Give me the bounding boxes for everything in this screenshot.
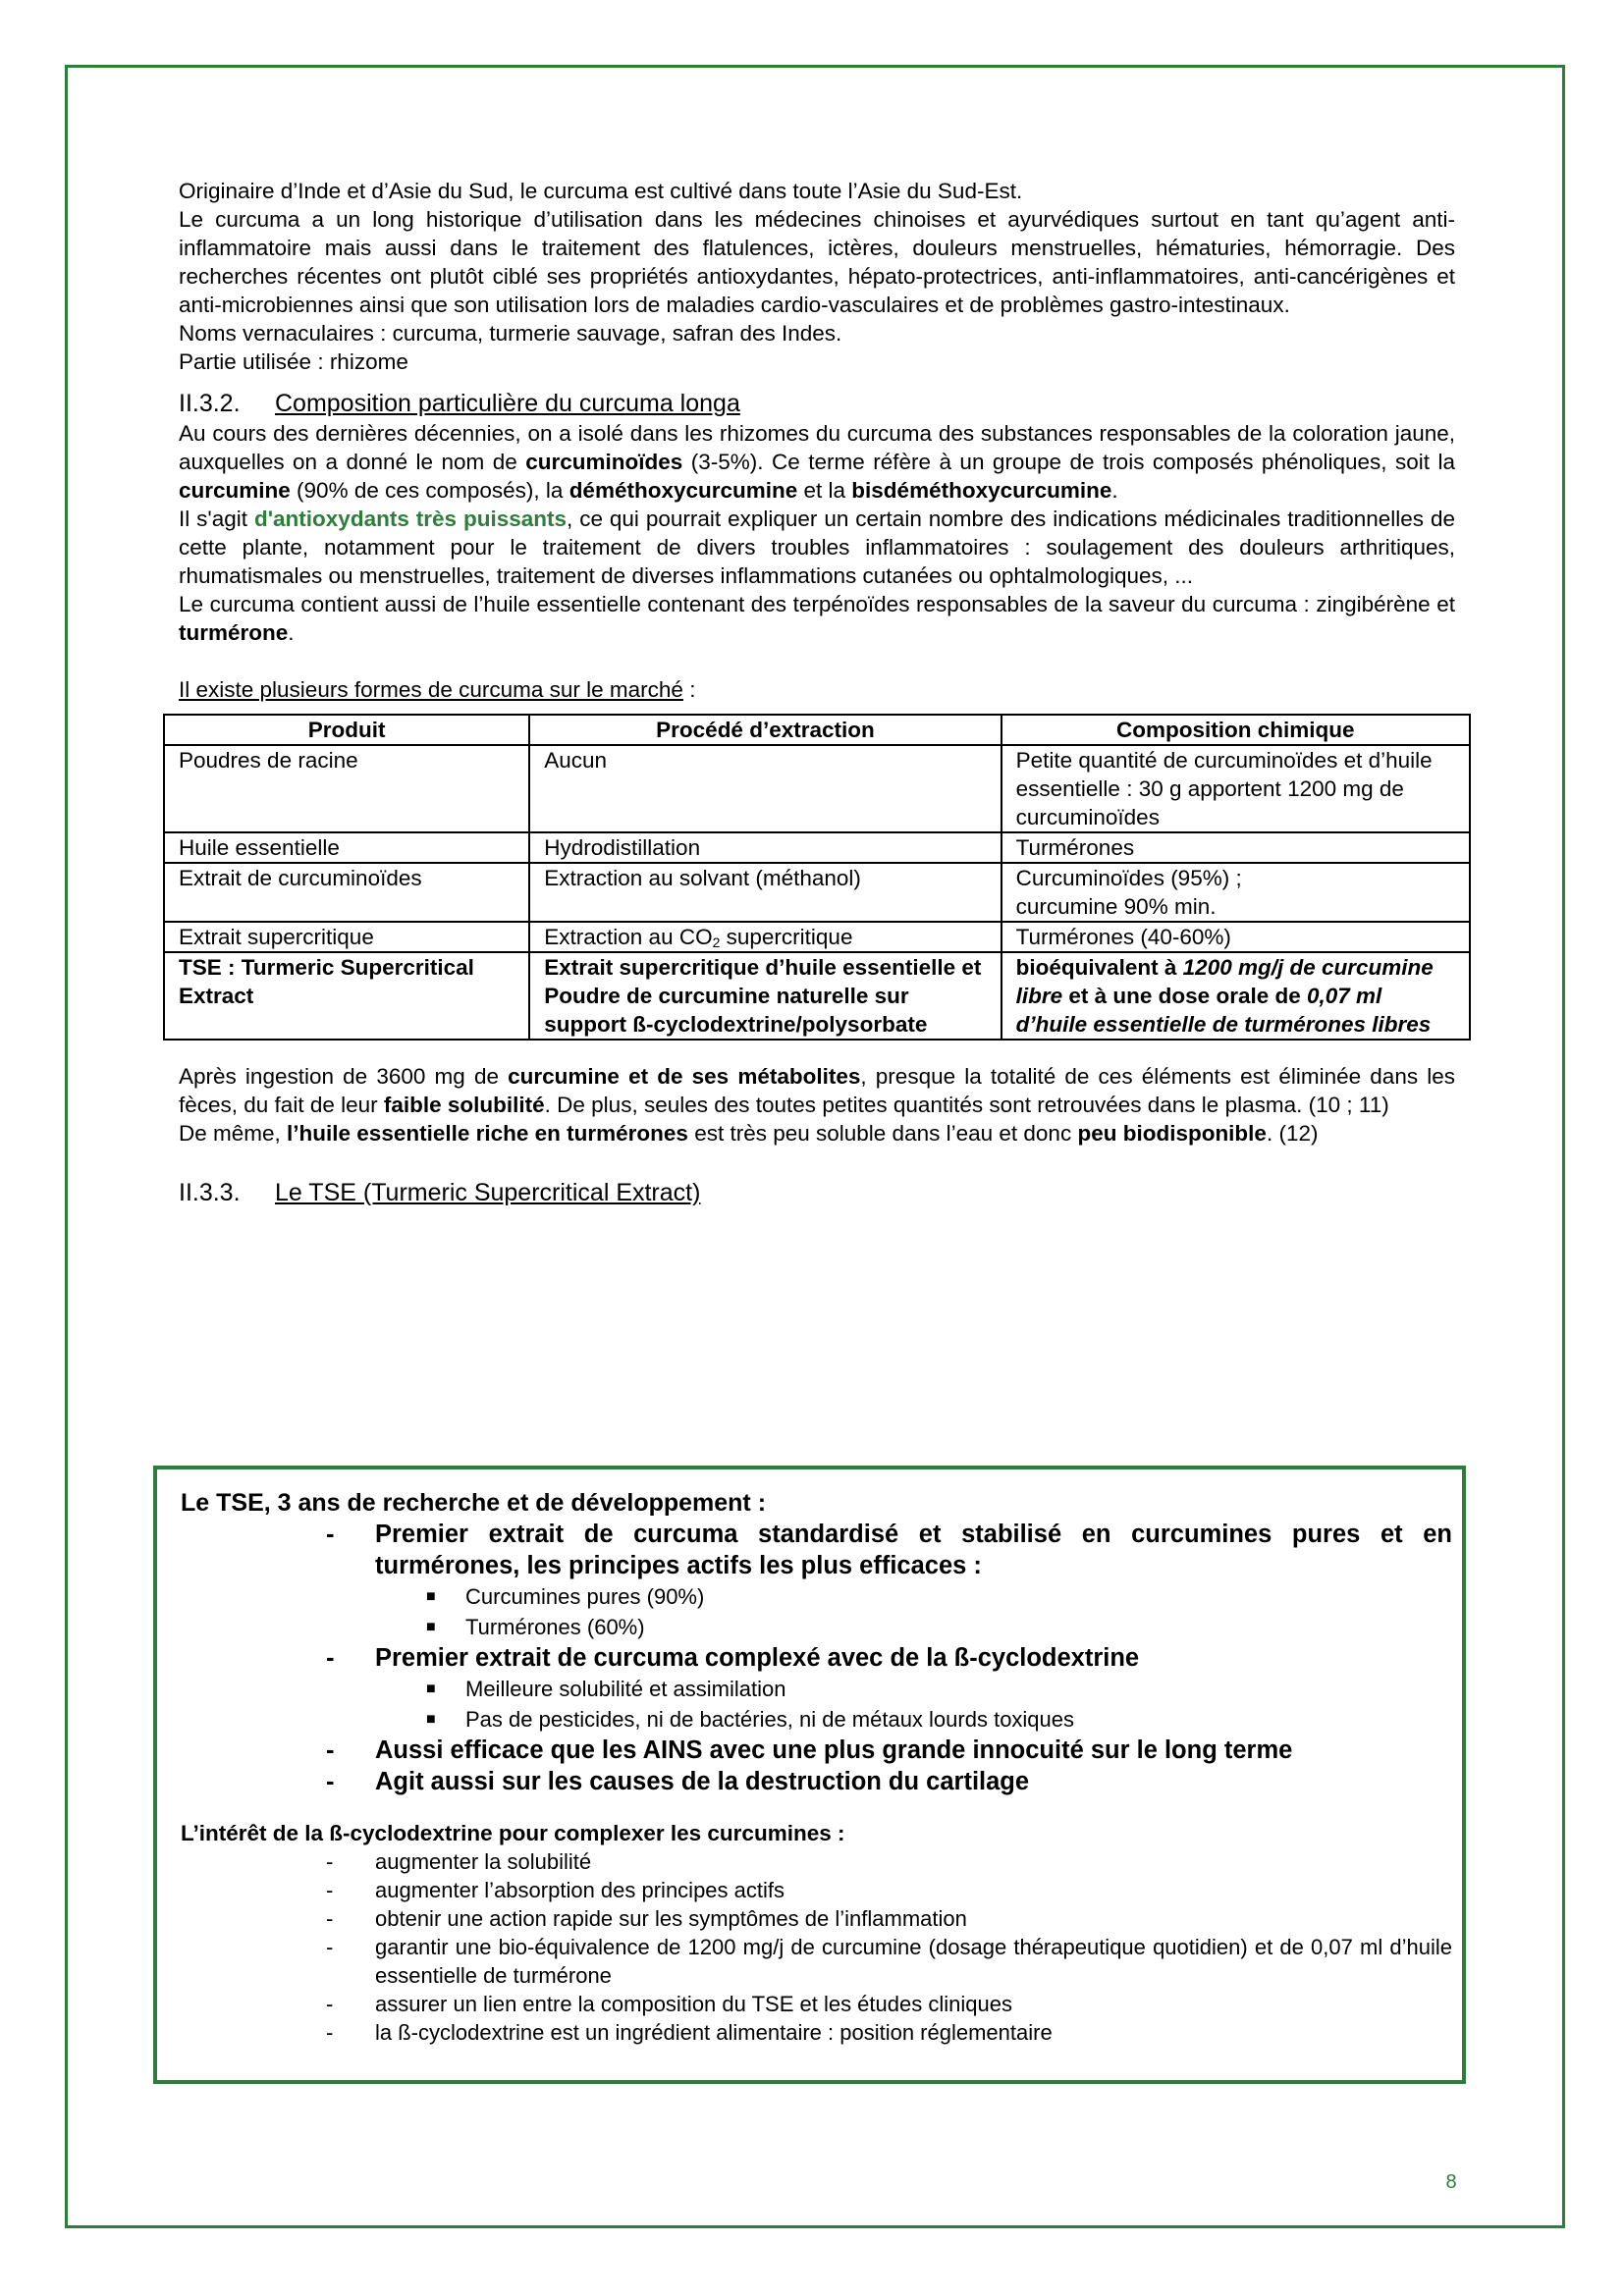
cell-text: et à une dose orale de <box>1062 984 1307 1008</box>
table-cell: Aucun <box>529 745 1001 832</box>
bioavailability-paragraph <box>179 1119 1455 1148</box>
table-cell: Extrait supercritique <box>164 922 529 952</box>
box-subpoint <box>181 1581 1462 1612</box>
text-run: . (12) <box>1266 1121 1319 1146</box>
text-run: (3-5%). Ce terme réfère à un groupe de trois composés phénoliques, soit la <box>682 450 1455 474</box>
box-subpoint <box>181 1612 1462 1642</box>
text-run: , presque la totalité de ces éléments est éliminée dans les fèces, du fait de leur <box>179 1064 1455 1117</box>
text-run: Le curcuma contient aussi de l’huile essentielle contenant des terpénoïdes responsables de la saveur du curcuma : zingibérène et <box>179 592 1455 616</box>
section-number: II.3.2. <box>179 390 241 417</box>
page-content <box>179 177 1455 1208</box>
cell-text: supercritique <box>720 925 853 949</box>
table-cell <box>1001 863 1470 922</box>
intro-origin: Originaire d’Inde et d’Asie du Sud, le curcuma est cultivé dans toute l’Asie du Sud-Est. <box>179 179 1023 203</box>
box-list-text: assurer un lien entre la composition du TSE et les études cliniques <box>375 1992 1012 2016</box>
page-number: 8 <box>1445 2171 1457 2193</box>
text-run: . <box>288 620 295 645</box>
ingestion-paragraph <box>179 1062 1455 1119</box>
table-cell: Extrait supercritique d’huile essentielle et Poudre de curcumine naturelle sur support ß-cyclodextrine/polysorbate <box>529 952 1001 1040</box>
cell-text: Extraction au CO <box>544 925 713 949</box>
dash-bullet: - <box>326 1935 334 1959</box>
table-header-row <box>164 715 1470 745</box>
table-cell: Turmérones (40-60%) <box>1001 922 1470 952</box>
box-subpoint-text: Turmérones (60%) <box>465 1615 645 1639</box>
table-row <box>164 922 1470 952</box>
section-title: Composition particulière du curcuma longa <box>275 390 740 417</box>
square-bullet-icon: ■ <box>426 1619 436 1635</box>
box-list-text: obtenir une action rapide sur les symptômes de l’inflammation <box>375 1906 967 1931</box>
intro-history: Le curcuma a un long historique d’utilisation dans les médecines chinoises et ayurvédiques surtout en tant qu’agent anti-inflammatoire mais aussi dans le traitement des flatulences, ictères, douleurs menstruelles, hématuries, hémorragie. Des recherches récentes ont plutôt ciblé ses propriétés antioxydantes, hépato-protectrices, anti-inflammatoires, anti-cancérigènes et anti-microbiennes ainsi que son utilisation lors de maladies cardio-vasculaires et de problèmes gastro-intestinaux. <box>179 207 1455 317</box>
table-cell: TSE : Turmeric Supercritical Extract <box>164 952 529 1040</box>
box-list-item <box>181 2018 1462 2047</box>
cell-line: Curcuminoïdes (95%) ; <box>1015 866 1242 890</box>
forms-intro-underlined: Il existe plusieurs formes de curcuma sur le marché <box>179 677 683 702</box>
antioxidant-paragraph <box>179 505 1455 590</box>
text-run: Après ingestion de 3600 mg de <box>179 1064 509 1089</box>
text-run: , ce qui pourrait expliquer un certain nombre des indications médicinales traditionnelles de cette plante, notamment pour le traitement de divers troubles inflammatoires : soulagement des douleurs arthritiques, rhumatismales ou menstruelles, traitement de diverses inflammations cutanées ou ophtalmologiques, ... <box>179 507 1456 588</box>
cell-text-italic: 1200 mg/j de curcumine libre <box>1015 955 1434 1008</box>
text-run: Il s'agit <box>179 507 254 531</box>
highlight-antioxidants: d'antioxydants très puissants <box>253 507 568 531</box>
dash-bullet: - <box>326 1768 335 1795</box>
dash-bullet: - <box>326 1644 335 1672</box>
table-cell: Huile essentielle <box>164 832 529 863</box>
section-heading-233 <box>179 1177 1455 1208</box>
box-subpoint-text: Curcumines pures (90%) <box>465 1584 705 1609</box>
table-cell: Petite quantité de curcuminoïdes et d’huile essentielle : 30 g apportent 1200 mg de curcuminoïdes <box>1001 745 1470 832</box>
table-row <box>164 832 1470 863</box>
box-subtitle: L’intérêt de la ß-cyclodextrine pour complexer les curcumines : <box>181 1821 845 1845</box>
text-run: De même, <box>179 1121 288 1146</box>
box-subpoint-text: Meilleure solubilité et assimilation <box>465 1677 786 1701</box>
subscript: 2 <box>712 934 721 950</box>
composition-paragraph <box>179 419 1455 505</box>
table-header: Composition chimique <box>1001 715 1470 745</box>
text-run: est très peu soluble dans l’eau et donc <box>687 1121 1078 1146</box>
term-demethoxycurcumine: déméthoxycurcumine <box>568 478 798 503</box>
box-list-text: la ß-cyclodextrine est un ingrédient alimentaire : position réglementaire <box>375 2020 1053 2045</box>
box-list-item <box>181 1876 1462 1904</box>
box-list-text: augmenter la solubilité <box>375 1849 592 1874</box>
table-row <box>164 952 1470 1040</box>
text-run: . <box>1111 478 1118 503</box>
table-cell: Hydrodistillation <box>529 832 1001 863</box>
box-point <box>181 1519 1462 1581</box>
cell-text-italic: 0,07 ml d’huile essentielle de turmérones libres <box>1015 984 1432 1037</box>
dash-bullet: - <box>326 1736 335 1764</box>
text-run: (90% de ces composés), la <box>290 478 569 503</box>
box-point <box>181 1642 1462 1674</box>
dash-bullet: - <box>326 1849 334 1874</box>
box-list-text: augmenter l’absorption des principes actifs <box>375 1878 785 1902</box>
box-subpoint-text: Pas de pesticides, ni de bactéries, ni de métaux lourds toxiques <box>465 1707 1075 1732</box>
table-row <box>164 863 1470 922</box>
bold-run: peu biodisponible <box>1077 1121 1267 1146</box>
table-header: Produit <box>164 715 529 745</box>
intro-vernacular-names: Noms vernaculaires : curcuma, turmerie sauvage, safran des Indes. <box>179 321 842 346</box>
table-cell <box>529 922 1001 952</box>
square-bullet-icon: ■ <box>426 1588 436 1605</box>
dash-bullet: - <box>326 1992 334 2016</box>
term-curcuminoides: curcuminoïdes <box>525 450 683 474</box>
bold-run: curcumine et de ses métabolites <box>508 1064 861 1089</box>
square-bullet-icon: ■ <box>426 1681 436 1697</box>
curcuma-forms-table <box>163 714 1471 1041</box>
table-row <box>164 745 1470 832</box>
section-heading-232 <box>179 388 1455 419</box>
text-run: Au cours des dernières décennies, on a isolé dans les rhizomes du curcuma des substances responsables de la coloration jaune, auxquelles on a donné le nom de <box>179 421 1455 474</box>
table-cell: Poudres de racine <box>164 745 529 832</box>
term-curcumine: curcumine <box>179 478 291 503</box>
box-subpoint <box>181 1674 1462 1704</box>
square-bullet-icon: ■ <box>426 1711 436 1728</box>
term-bisdemethoxycurcumine: bisdéméthoxycurcumine <box>851 478 1112 503</box>
table-cell: Turmérones <box>1001 832 1470 863</box>
box-point-text: Aussi efficace que les AINS avec une plus grande innocuité sur le long terme <box>375 1736 1293 1764</box>
box-list-item <box>181 1933 1462 1990</box>
box-point-text: Premier extrait de curcuma standardisé et stabilisé en curcumines pures et en turmérones, les principes actifs les plus efficaces : <box>375 1521 1452 1579</box>
table-header: Procédé d’extraction <box>529 715 1001 745</box>
table-cell: Extraction au solvant (méthanol) <box>529 863 1001 922</box>
bold-run: l’huile essentielle riche en turmérones <box>287 1121 688 1146</box>
box-title: Le TSE, 3 ans de recherche et de développement : <box>181 1489 767 1517</box>
table-cell <box>1001 952 1470 1040</box>
box-list-text: garantir une bio-équivalence de 1200 mg/j de curcumine (dosage thérapeutique quotidien) et de 0,07 ml d’huile essentielle de turmérone <box>375 1935 1452 1988</box>
cell-text: bioéquivalent à <box>1015 955 1183 980</box>
dash-bullet: - <box>326 1521 335 1548</box>
text-run: : <box>682 677 696 702</box>
box-list-item <box>181 1990 1462 2018</box>
dash-bullet: - <box>326 1878 334 1902</box>
section-title: Le TSE (Turmeric Supercritical Extract) <box>275 1179 701 1206</box>
cell-line: curcumine 90% min. <box>1015 894 1217 919</box>
table-cell: Extrait de curcuminoïdes <box>164 863 529 922</box>
box-subpoint <box>181 1704 1462 1735</box>
dash-bullet: - <box>326 2020 334 2045</box>
intro-part-used: Partie utilisée : rhizome <box>179 349 408 374</box>
box-point-text: Premier extrait de curcuma complexé avec de la ß-cyclodextrine <box>375 1644 1140 1672</box>
forms-intro <box>179 675 1455 704</box>
bold-run: faible solubilité <box>383 1093 545 1117</box>
essential-oil-paragraph <box>179 590 1455 647</box>
section-number: II.3.3. <box>179 1179 241 1206</box>
box-list-item <box>181 1904 1462 1933</box>
box-point <box>181 1735 1462 1766</box>
box-point-text: Agit aussi sur les causes de la destruction du cartilage <box>375 1768 1030 1795</box>
box-point <box>181 1766 1462 1797</box>
text-run: . De plus, seules des toutes petites quantités sont retrouvées dans le plasma. (10 ; 11) <box>544 1093 1389 1117</box>
dash-bullet: - <box>326 1906 334 1931</box>
term-turmerone: turmérone <box>179 620 289 645</box>
tse-highlight-box <box>153 1466 1466 2084</box>
text-run: et la <box>797 478 852 503</box>
box-list-item <box>181 1847 1462 1876</box>
